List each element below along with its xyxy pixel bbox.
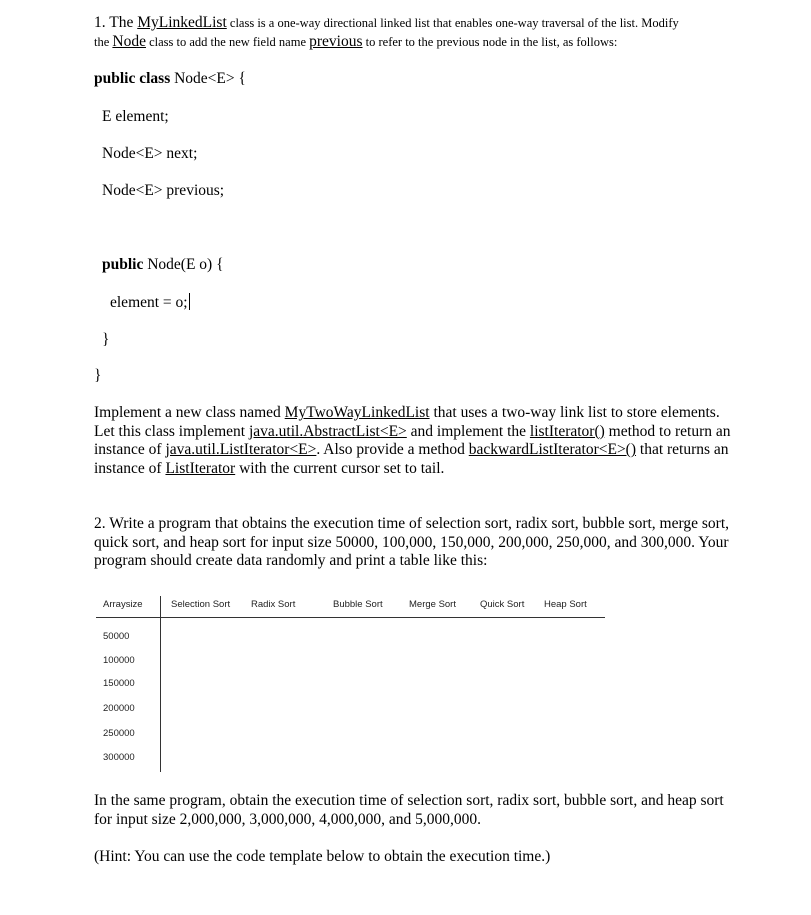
table-row-150000: 150000	[103, 678, 135, 689]
listiterator-type: java.util.ListIterator<E>	[165, 441, 317, 459]
table-row-250000: 250000	[103, 728, 135, 739]
table-header-heap-sort: Heap Sort	[544, 599, 587, 610]
q2-paragraph: 2. Write a program that obtains the execution time of selection sort, radix sort, bubble sort, merge sort, quick sort, and heap sort for input size 50000, 100,000, 150,000, 200,000, 250,000, and 300,000. Your program should create data randomly and print a table like this:	[94, 515, 730, 570]
code-field-element: E element;	[102, 108, 169, 125]
implement-paragraph	[94, 404, 734, 478]
mytwowaylinkedlist-class-name: MyTwoWayLinkedList	[284, 404, 430, 421]
table-header-rule	[96, 617, 605, 618]
table-header-selection-sort: Selection Sort	[171, 599, 231, 610]
q1-line2-the: the	[94, 35, 113, 49]
text-cursor	[189, 293, 190, 310]
code-public-class-keyword: public class	[94, 70, 171, 87]
table-header-quick-sort: Quick Sort	[480, 599, 525, 610]
code-class-declaration	[94, 70, 246, 88]
table-header-bubble-sort: Bubble Sort	[333, 599, 383, 610]
q1-number: 1.	[94, 14, 110, 31]
impl-text-f: that returns an instance of	[94, 441, 729, 477]
listiterator-short: ListIterator	[165, 459, 236, 477]
code-close-constructor: }	[102, 331, 110, 348]
impl-text-e: . Also provide a method	[316, 441, 469, 459]
code-constructor-signature	[102, 256, 224, 274]
mylinkedlist-class-name: MyLinkedList	[137, 14, 227, 31]
backward-listiterator-method: backwardListIterator<E>()	[468, 441, 637, 459]
q1-line2-mid: class to add the new field name	[145, 35, 310, 49]
table-row-50000: 50000	[103, 631, 130, 642]
q1-line2-end: to refer to the previous node in the list, as follows:	[362, 35, 618, 49]
abstractlist-type: java.util.AbstractList<E>	[248, 422, 407, 440]
table-row-300000: 300000	[103, 752, 135, 763]
code-field-previous: Node<E> previous;	[102, 182, 225, 199]
impl-text-b: that uses a two-way link list to store elements. Let this class implement	[94, 404, 720, 440]
hint-paragraph: (Hint: You can use the code template below to obtain the execution time.)	[94, 848, 551, 865]
code-class-signature: Node<E> {	[170, 70, 246, 87]
q1-intro-rest: class is a one-way directional linked list that enables one-way traversal of the list. Modify	[226, 16, 679, 30]
impl-text-g: with the current cursor set to tail.	[235, 459, 445, 477]
table-row-100000: 100000	[103, 655, 135, 666]
q1-intro-line2	[94, 33, 617, 51]
code-assignment-line[interactable]	[110, 293, 190, 312]
q1-intro-line1	[94, 14, 679, 32]
table-header-radix-sort: Radix Sort	[251, 599, 296, 610]
table-column-divider	[160, 596, 161, 772]
impl-text-d: method to return an instance of	[94, 422, 731, 459]
table-row-200000: 200000	[103, 703, 135, 714]
large-input-paragraph: In the same program, obtain the execution time of selection sort, radix sort, bubble sort, and heap sort for input size 2,000,000, 3,000,000, 4,000,000, and 5,000,000.	[94, 792, 724, 828]
table-header-merge-sort: Merge Sort	[409, 599, 456, 610]
code-constructor-rest: Node(E o) {	[143, 256, 224, 273]
impl-text-a: Implement a new class named	[94, 404, 285, 421]
listiterator-method: listIterator()	[529, 422, 605, 440]
node-class-word: Node	[112, 33, 146, 50]
q1-intro-the: The	[109, 14, 138, 31]
code-assignment-text: element = o;	[110, 294, 188, 311]
code-public-keyword: public	[102, 256, 144, 273]
impl-text-c: and implement the	[406, 422, 530, 440]
table-header-arraysize: Arraysize	[103, 599, 143, 610]
previous-field-word: previous	[309, 33, 363, 50]
code-close-class: }	[94, 367, 102, 384]
code-field-next: Node<E> next;	[102, 145, 198, 162]
